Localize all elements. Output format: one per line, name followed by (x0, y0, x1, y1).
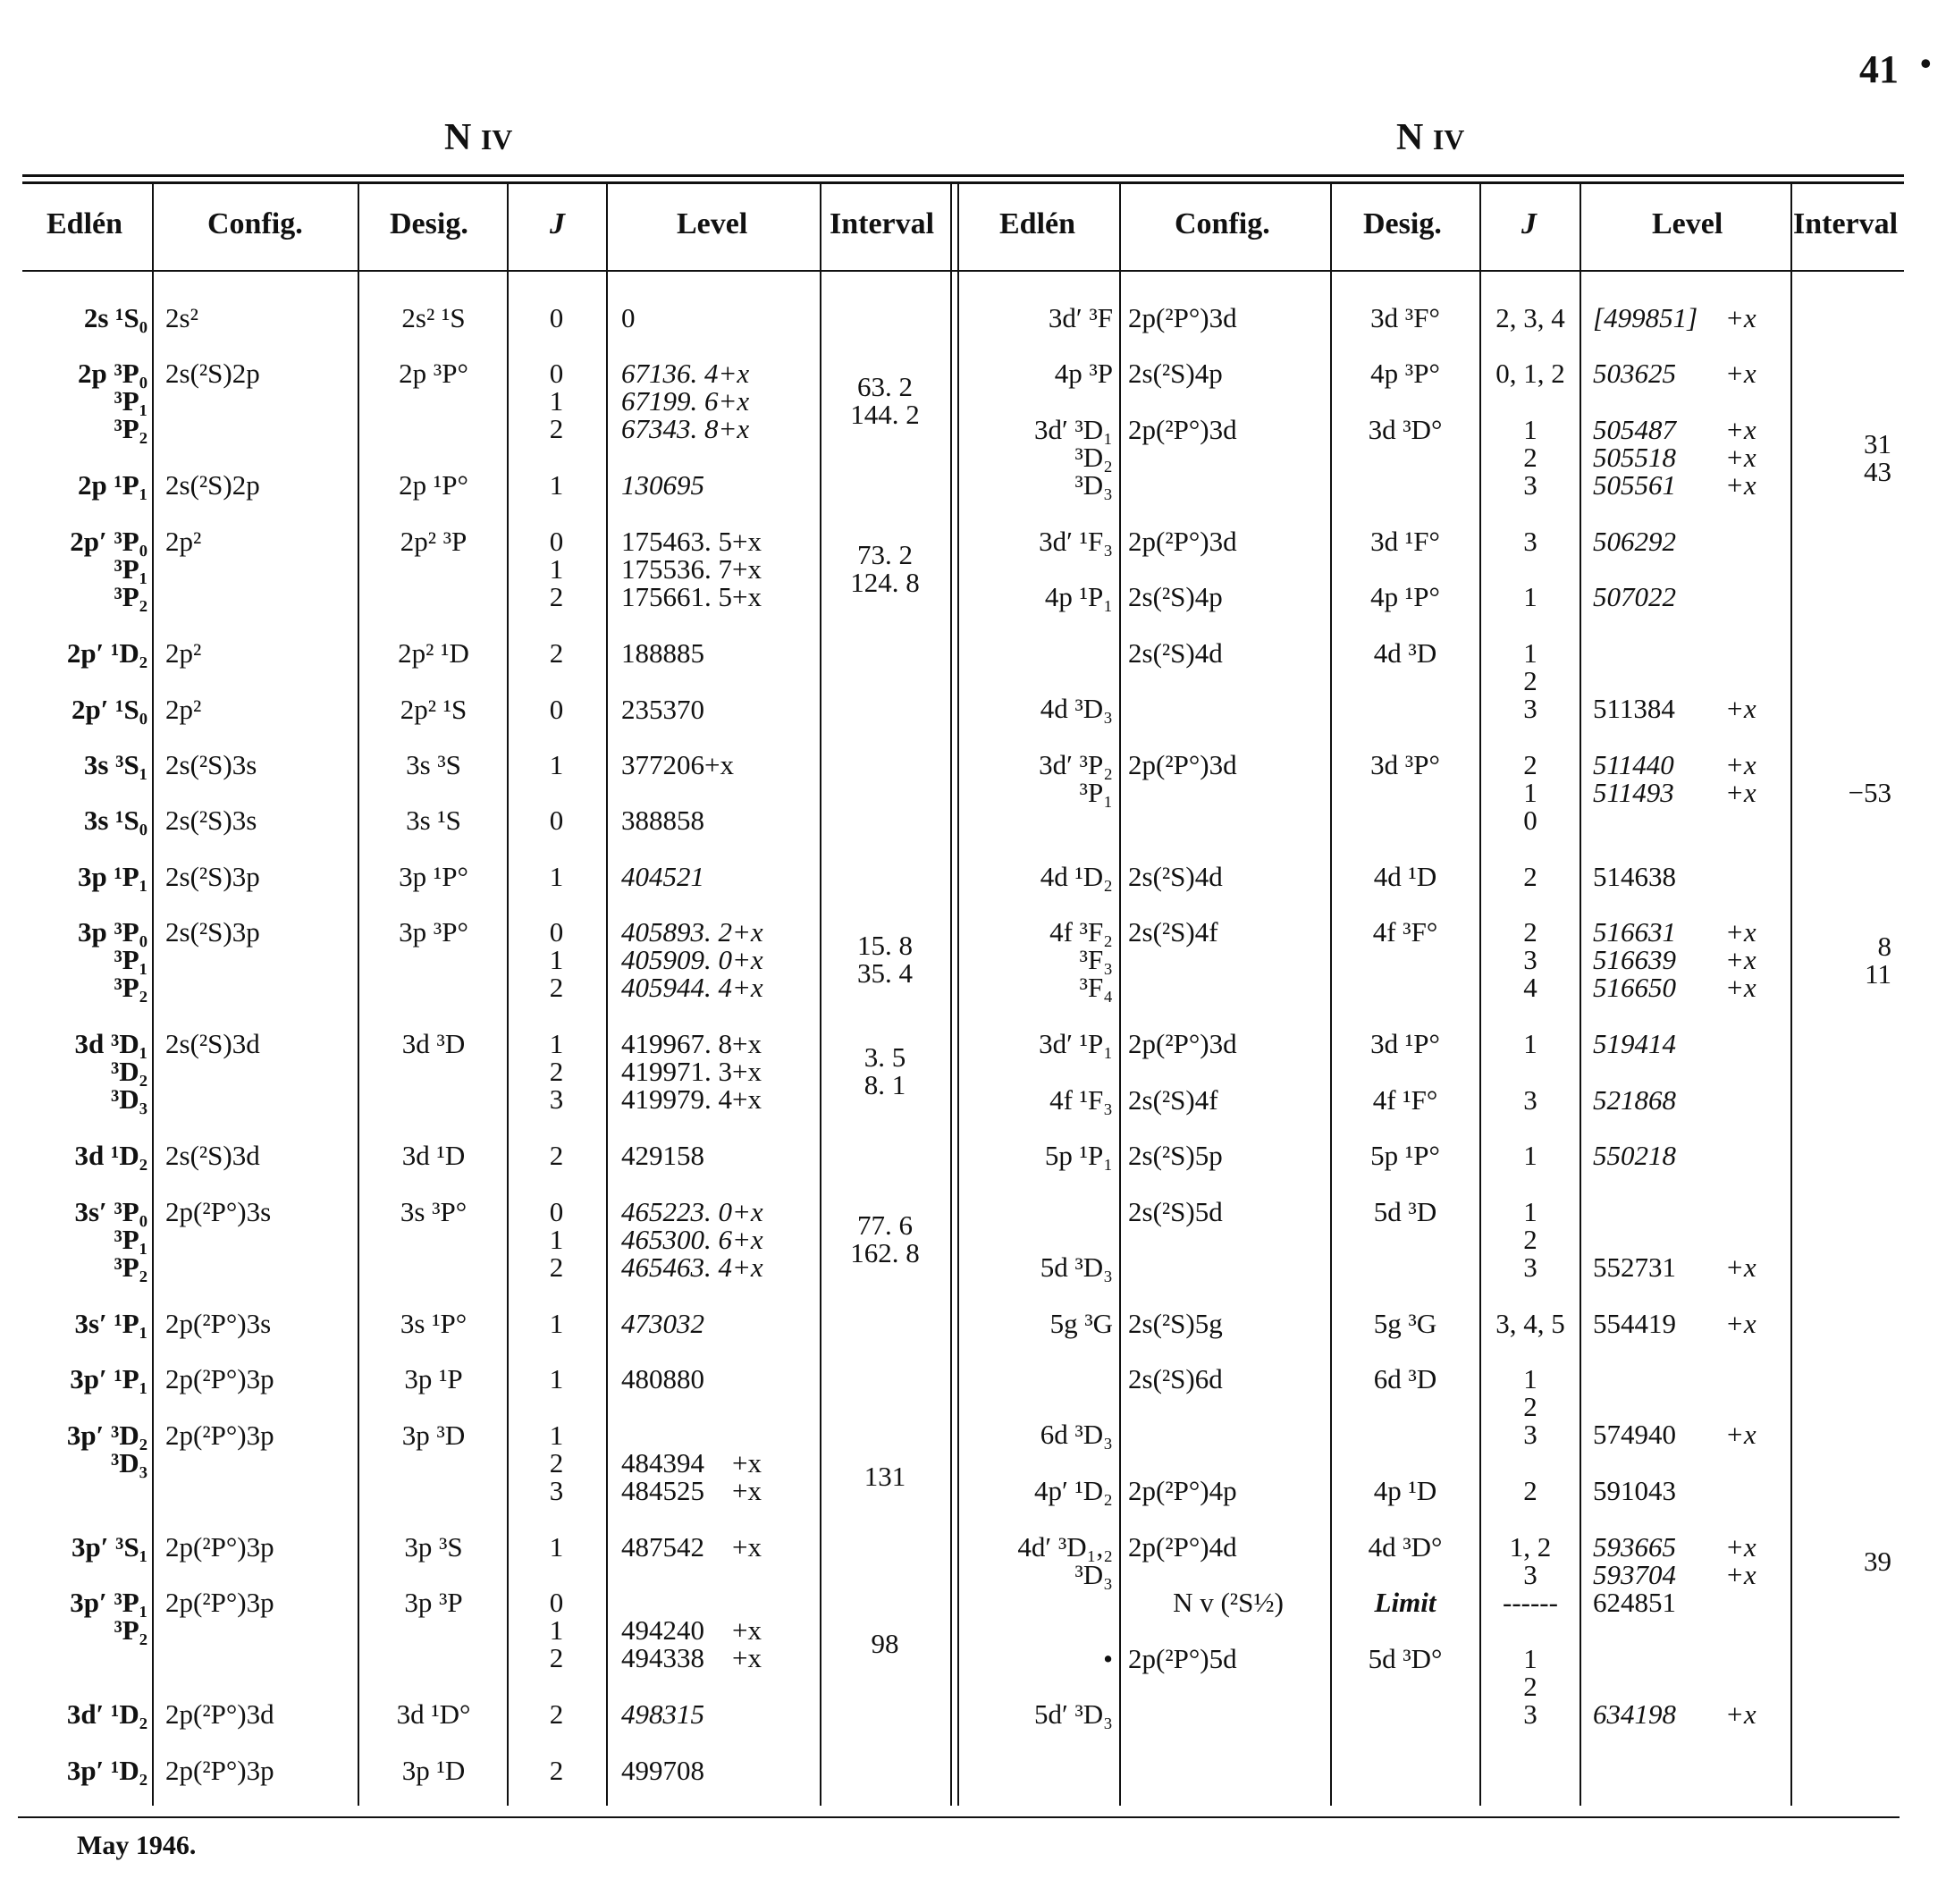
desig-cell: 3d ³D (401, 1028, 466, 1059)
j-cell: 1 2 3 (1523, 414, 1537, 501)
edlen-cell: 3d′ ¹D₂ (66, 1698, 147, 1730)
desig-cell: 2p² ¹D (398, 637, 469, 669)
j-cell: 2 (1523, 861, 1537, 892)
edlen-cell: 2p ¹P₁ (77, 469, 147, 501)
desig-cell: 2p ¹P° (399, 469, 468, 501)
level-cell: 507022 (1593, 581, 1676, 612)
desig-cell: 4p ¹P° (1370, 581, 1440, 612)
level-cell: 429158 (621, 1140, 704, 1171)
j-cell: 1 2 3 (1523, 1196, 1537, 1283)
page-dot: • (1920, 46, 1932, 81)
interval-cell: 73. 2 124. 8 (850, 539, 920, 598)
table-divider (950, 183, 952, 1806)
plus-x-cell: +x (1725, 1698, 1756, 1730)
j-cell: 1 (1523, 1028, 1537, 1059)
edlen-cell: 4p ³P (1054, 358, 1113, 389)
desig-cell: 4p ³P° (1370, 358, 1440, 389)
edlen-cell: 5d ³D₃ (1040, 1251, 1113, 1283)
desig-cell: 5g ³G (1373, 1308, 1437, 1339)
j-cell: 1 (549, 469, 564, 501)
config-cell: 2s(²S)3p (165, 916, 260, 948)
edlen-cell: 3p′ ¹D₂ (66, 1755, 147, 1786)
edlen-cell: 3s′ ¹P₁ (74, 1308, 147, 1339)
desig-cell: 5d ³D° (1368, 1643, 1443, 1674)
config-cell: 2p(²P°)3p (165, 1587, 274, 1618)
col-divider (358, 183, 359, 1806)
level-cell: 511440 511493 (1593, 749, 1674, 808)
plus-x-cell: +x (1725, 358, 1756, 389)
level-cell: 494240 +x 494338 +x (621, 1614, 762, 1673)
right-title-element: N (1396, 117, 1424, 158)
level-cell: 130695 (621, 469, 704, 501)
plus-x-cell: +x (1725, 302, 1756, 333)
level-cell: 473032 (621, 1308, 704, 1339)
level-cell: 388858 (621, 805, 704, 836)
level-cell: 480880 (621, 1363, 704, 1394)
config-cell: 2p(²P°)3d (1128, 414, 1237, 445)
edlen-cell: 2p′ ³P₀ ³P₁ ³P₂ (70, 526, 147, 612)
j-cell: 2, 3, 4 (1495, 302, 1565, 333)
j-cell: 1 (549, 749, 564, 780)
config-cell: 2p(²P°)3s (165, 1196, 272, 1227)
edlen-cell: 4d ³D₃ (1040, 693, 1113, 724)
edlen-cell: 3d′ ¹F₃ (1039, 526, 1113, 557)
edlen-cell: 5p ¹P₁ (1044, 1140, 1113, 1171)
edlen-cell: 5g ³G (1049, 1308, 1113, 1339)
config-cell: 2p(²P°)4d (1128, 1531, 1237, 1563)
edlen-cell: 4f ³F₂ ³F₃ ³F₄ (1049, 916, 1113, 1003)
right-title (1396, 116, 1464, 159)
col-divider (152, 183, 154, 1806)
config-cell: 2s(²S)6d (1128, 1363, 1223, 1394)
interval-cell: 8 11 (1865, 931, 1891, 990)
level-cell: 521868 (1593, 1084, 1676, 1116)
desig-cell: 3p ³P° (399, 916, 468, 948)
config-cell: 2p² (165, 526, 202, 557)
plus-x-cell: +x (1725, 693, 1756, 724)
edlen-cell: 3d ¹D₂ (74, 1140, 147, 1171)
config-cell: 2s(²S)5p (1128, 1140, 1223, 1171)
level-cell: 404521 (621, 861, 704, 892)
config-cell: 2p(²P°)3p (165, 1363, 274, 1394)
edlen-cell: 2p ³P₀ ³P₁ ³P₂ (77, 358, 147, 444)
j-cell: 1 2 3 (1523, 1643, 1537, 1730)
level-cell: 505487 505518 505561 (1593, 414, 1676, 501)
desig-cell: 3d ³P° (1370, 749, 1440, 780)
desig-cell: 4d ¹D (1373, 861, 1437, 892)
interval-cell: 31 43 (1864, 428, 1891, 487)
level-cell: 175463. 5+x 175536. 7+x 175661. 5+x (621, 526, 762, 612)
left-title-ion: IV (480, 123, 513, 156)
top-rule-1 (22, 174, 1904, 177)
config-cell: 2s(²S)2p (165, 358, 260, 389)
level-cell: 498315 (621, 1698, 704, 1730)
level-cell: 511384 (1593, 693, 1675, 724)
config-cell: 2s(²S)2p (165, 469, 260, 501)
level-cell: 506292 (1593, 526, 1676, 557)
j-cell: 2 (549, 1140, 564, 1171)
col-divider (1330, 183, 1332, 1806)
j-cell: 1 2 3 (1523, 637, 1537, 724)
edlen-cell: 2p′ ¹D₂ (66, 637, 147, 669)
j-cell: 1 (549, 1363, 564, 1394)
config-cell: 2p(²P°)5d (1128, 1643, 1237, 1674)
edlen-cell: 3p′ ³S₁ (71, 1531, 147, 1563)
edlen-cell: • 5d′ ³D₃ (1033, 1643, 1113, 1730)
edlen-cell: 3s ³S₁ (83, 749, 147, 780)
level-cell: 419967. 8+x 419971. 3+x 419979. 4+x (621, 1028, 762, 1115)
config-cell: 2p(²P°)3d (1128, 526, 1237, 557)
header-config: Config. (1175, 207, 1270, 240)
config-cell: 2s(²S)3s (165, 749, 257, 780)
config-cell: 2s(²S)3s (165, 805, 257, 836)
j-cell: 2 1 0 (1523, 749, 1537, 836)
desig-cell: 4f ³F° (1372, 916, 1438, 948)
desig-cell: 3p ¹P (404, 1363, 463, 1394)
config-cell: 2s(²S)4p (1128, 581, 1223, 612)
desig-cell: 3s ¹S (406, 805, 461, 836)
j-cell: 2 (1523, 1475, 1537, 1506)
config-cell: 2p(²P°)3d (165, 1698, 274, 1730)
plus-x-cell: +x +x (1725, 749, 1756, 808)
header-interval: Interval (1793, 207, 1899, 240)
edlen-cell: 3d′ ³P₂ ³P₁ (1039, 749, 1113, 808)
j-cell: 2 (549, 637, 564, 669)
edlen-cell: 3p ¹P₁ (77, 861, 147, 892)
config-cell: 2s(²S)5d (1128, 1196, 1223, 1227)
j-cell: 3, 4, 5 (1495, 1308, 1565, 1339)
bottom-rule (18, 1816, 1900, 1818)
edlen-cell: 4p′ ¹D₂ (1033, 1475, 1113, 1506)
edlen-cell: 3s′ ³P₀ ³P₁ ³P₂ (74, 1196, 147, 1283)
j-cell: 3 (1523, 526, 1537, 557)
level-cell: 634198 (1593, 1698, 1676, 1730)
interval-cell: 131 (863, 1461, 906, 1492)
level-cell: [499851] (1593, 302, 1698, 333)
j-cell: 1 2 3 (549, 1028, 564, 1115)
j-cell: 1 (549, 1308, 564, 1339)
level-cell: 377206+x (621, 749, 734, 780)
level-cell: 484394 +x 484525 +x (621, 1447, 762, 1506)
j-cell: 1 (549, 861, 564, 892)
desig-cell: 3d ³D° (1368, 414, 1443, 445)
interval-cell: −53 (1848, 777, 1891, 808)
desig-cell: 3s ¹P° (400, 1308, 468, 1339)
edlen-cell: 3d′ ¹P₁ (1039, 1028, 1113, 1059)
plus-x-cell: +x +x +x (1725, 916, 1756, 1003)
edlen-cell: 4f ¹F₃ (1049, 1084, 1113, 1116)
level-cell: 574940 (1593, 1419, 1676, 1450)
edlen-cell: 2s ¹S₀ (83, 302, 147, 333)
j-cell: 1, 2 3 (1509, 1531, 1552, 1590)
interval-cell: 39 (1864, 1546, 1891, 1577)
level-cell: 514638 (1593, 861, 1676, 892)
plus-x-cell: +x (1725, 1308, 1756, 1339)
j-cell: ------ (1503, 1587, 1558, 1618)
col-divider (820, 183, 821, 1806)
desig-cell: 2s² ¹S (401, 302, 466, 333)
j-cell: 2 3 4 (1523, 916, 1537, 1003)
level-cell: 67136. 4+x 67199. 6+x 67343. 8+x (621, 358, 750, 444)
config-cell: 2s² (165, 302, 198, 333)
config-cell: 2s(²S)4p (1128, 358, 1223, 389)
desig-cell: 4d ³D° (1368, 1531, 1443, 1563)
interval-cell: 98 (871, 1628, 899, 1659)
j-cell: 2 (549, 1698, 564, 1730)
config-cell: 2p(²P°)3d (1128, 302, 1237, 333)
plus-x-cell: +x (1725, 1251, 1756, 1283)
j-cell: 1 (549, 1531, 564, 1563)
j-cell: 0 1 2 (549, 916, 564, 1003)
desig-cell: 3d ¹D (401, 1140, 466, 1171)
config-cell: 2p(²P°)3s (165, 1308, 272, 1339)
level-cell: 593665 593704 (1593, 1531, 1676, 1590)
config-cell: 2s(²S)3d (165, 1028, 260, 1059)
interval-cell: 15. 8 35. 4 (857, 930, 913, 989)
level-cell: 465223. 0+x 465300. 6+x 465463. 4+x (621, 1196, 763, 1283)
config-cell: 2p² (165, 637, 202, 669)
edlen-cell: 3s ¹S₀ (83, 805, 147, 836)
j-cell: 0 (549, 302, 564, 333)
config-cell: N v (²S½) (1173, 1587, 1284, 1618)
plus-x-cell: +x +x +x (1725, 414, 1756, 501)
level-cell: 499708 (621, 1755, 704, 1786)
edlen-cell: 3p′ ³D₂ ³D₃ (66, 1420, 147, 1479)
desig-cell: 3p ³P (404, 1587, 463, 1618)
desig-cell: 5d ³D (1373, 1196, 1437, 1227)
config-cell: 2p² (165, 694, 202, 725)
j-cell: 0 (549, 694, 564, 725)
col-divider (1119, 183, 1121, 1806)
desig-cell: 3s ³P° (400, 1196, 468, 1227)
level-cell: 405893. 2+x 405909. 0+x 405944. 4+x (621, 916, 763, 1003)
desig-cell: 3p ³S (404, 1531, 463, 1563)
j-cell: 3 (1523, 1084, 1537, 1116)
plus-x-cell: +x (1725, 1419, 1756, 1450)
desig-cell: 3d ¹F° (1370, 526, 1440, 557)
top-rule-2 (22, 181, 1904, 184)
header-desig: Desig. (390, 207, 468, 240)
desig-cell: 2p² ¹S (400, 694, 468, 725)
col-divider (1790, 183, 1792, 1806)
edlen-cell: 2p′ ¹S₀ (71, 694, 147, 725)
j-cell: 0 1 2 (549, 526, 564, 612)
edlen-cell: 4d′ ³D₁,₂ ³D₃ (1017, 1531, 1113, 1590)
left-title-element: N (444, 117, 472, 158)
col-divider (1479, 183, 1481, 1806)
col-divider (507, 183, 509, 1806)
desig-cell: 4f ¹F° (1372, 1084, 1438, 1116)
header-level: Level (1652, 207, 1723, 240)
header-level: Level (677, 207, 748, 240)
level-cell: 0 (621, 302, 636, 333)
header-j: J (550, 207, 565, 240)
desig-cell: 4d ³D (1373, 637, 1437, 669)
config-cell: 2p(²P°)4p (1128, 1475, 1237, 1506)
level-cell: 188885 (621, 637, 704, 669)
desig-cell: 3d ³F° (1370, 302, 1440, 333)
header-config: Config. (207, 207, 303, 240)
edlen-cell: 3d ³D₁ ³D₂ ³D₃ (74, 1028, 147, 1115)
edlen-cell: 3d′ ³D₁ ³D₂ ³D₃ (1033, 414, 1113, 501)
edlen-cell: 4d ¹D₂ (1040, 861, 1113, 892)
desig-cell: 3p ¹P° (399, 861, 468, 892)
edlen-cell: 3d′ ³F (1048, 302, 1113, 333)
config-cell: 2p(²P°)3p (165, 1420, 274, 1451)
config-cell: 2p(²P°)3d (1128, 749, 1237, 780)
j-cell: 2 (549, 1755, 564, 1786)
j-cell: 0 1 2 (549, 1196, 564, 1283)
j-cell: 0, 1, 2 (1495, 358, 1565, 389)
edlen-cell: 3p ³P₀ ³P₁ ³P₂ (77, 916, 147, 1003)
desig-cell: 3p ³D (401, 1420, 466, 1451)
config-cell: 2p(²P°)3d (1128, 1028, 1237, 1059)
config-cell: 2s(²S)3p (165, 861, 260, 892)
level-cell: 624851 (1593, 1587, 1676, 1618)
desig-cell: 3p ¹D (401, 1755, 466, 1786)
j-cell: 0 1 2 (549, 358, 564, 444)
config-cell: 2p(²P°)3p (165, 1755, 274, 1786)
desig-cell: 2p² ³P (400, 526, 468, 557)
level-cell: 519414 (1593, 1028, 1676, 1059)
header-desig: Desig. (1363, 207, 1442, 240)
header-edlen: Edlén (46, 207, 123, 240)
interval-cell: 3. 5 8. 1 (863, 1041, 906, 1100)
desig-cell: 2p ³P° (399, 358, 468, 389)
config-cell: 2s(²S)4d (1128, 861, 1223, 892)
j-cell: 1 (1523, 581, 1537, 612)
edlen-cell: 6d ³D₃ (1040, 1419, 1113, 1450)
j-cell: 1 (1523, 1140, 1537, 1171)
j-cell: 0 1 2 (549, 1587, 564, 1673)
config-cell: 2s(²S)3d (165, 1140, 260, 1171)
edlen-cell: 3p′ ³P₁ ³P₂ (70, 1587, 147, 1646)
edlen-cell: 3p′ ¹P₁ (70, 1363, 147, 1394)
page-number: 41 (1859, 47, 1899, 91)
header-edlen: Edlén (999, 207, 1076, 240)
col-divider (606, 183, 608, 1806)
desig-cell: 4p ¹D (1373, 1475, 1437, 1506)
desig-cell: 3s ³S (406, 749, 461, 780)
level-cell: 487542 +x (621, 1531, 762, 1563)
col-divider (1580, 183, 1581, 1806)
plus-x-cell: +x +x (1725, 1531, 1756, 1590)
level-cell: 552731 (1593, 1251, 1676, 1283)
level-cell: 591043 (1593, 1475, 1676, 1506)
level-cell: 516631 516639 516650 (1593, 916, 1676, 1003)
footer-date: May 1946. (77, 1831, 197, 1860)
config-cell: 2s(²S)4d (1128, 637, 1223, 669)
level-cell: 554419 (1593, 1308, 1676, 1339)
desig-cell: 3d ¹D° (396, 1698, 471, 1730)
desig-cell: 5p ¹P° (1370, 1140, 1440, 1171)
config-cell: 2s(²S)4f (1128, 916, 1218, 948)
header-rule (22, 270, 1904, 272)
left-title (444, 116, 512, 159)
config-cell: 2p(²P°)3p (165, 1531, 274, 1563)
table-divider (957, 183, 959, 1806)
right-title-ion: IV (1432, 123, 1465, 156)
desig-cell: 6d ³D (1373, 1363, 1437, 1394)
interval-cell: 77. 6 162. 8 (850, 1209, 920, 1268)
header-interval: Interval (830, 207, 935, 240)
j-cell: 1 2 3 (1523, 1363, 1537, 1450)
level-cell: 550218 (1593, 1140, 1676, 1171)
header-j: J (1521, 207, 1537, 240)
level-cell: 235370 (621, 694, 704, 725)
desig-cell: 3d ¹P° (1370, 1028, 1440, 1059)
edlen-cell: 4p ¹P₁ (1044, 581, 1113, 612)
desig-cell: Limit (1374, 1587, 1436, 1618)
j-cell: 0 (549, 805, 564, 836)
interval-cell: 63. 2 144. 2 (850, 371, 920, 430)
j-cell: 1 2 3 (549, 1420, 564, 1506)
config-cell: 2s(²S)4f (1128, 1084, 1218, 1116)
config-cell: 2s(²S)5g (1128, 1308, 1223, 1339)
level-cell: 503625 (1593, 358, 1676, 389)
